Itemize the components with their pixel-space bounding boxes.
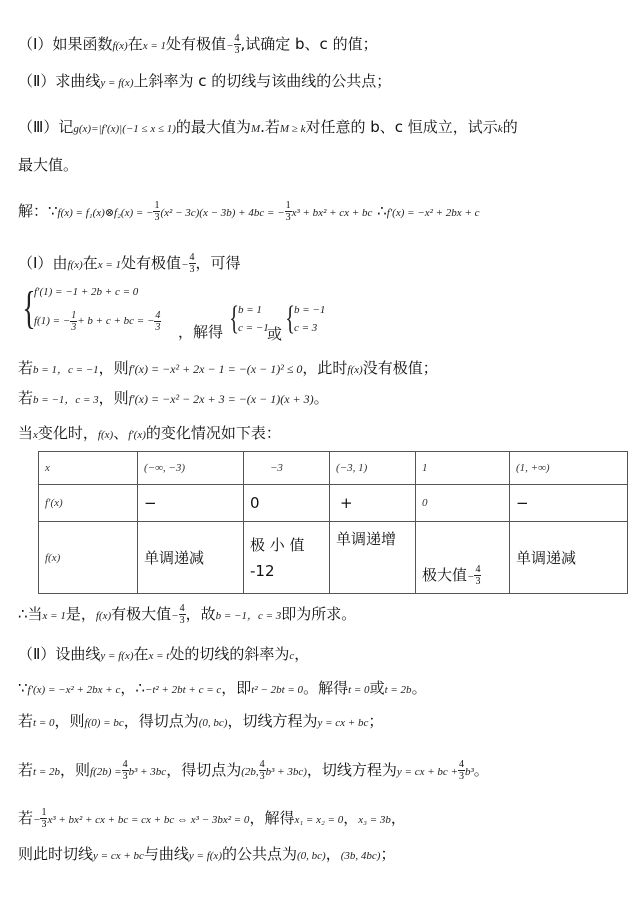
math: y = cx + bc [93,850,144,862]
table-cell: 单调递减 [138,522,244,594]
text: ，切线方程为 [306,761,397,779]
text: ，得切点为 [166,761,242,779]
math: k [497,123,503,135]
part2-line2 [18,676,427,702]
solution-intro [18,199,480,225]
text: ； [368,712,384,730]
math: x³ + bx² + cx + bc = cx + bc ⇔ x³ − 3bx² = 0 [47,814,250,826]
text: .若 [260,118,280,136]
math: y = f(x) [100,650,134,662]
text: ，切线方程为 [227,712,318,730]
text: 是， [65,605,96,623]
text: 与曲线 [143,845,189,863]
math: x = 1 [42,610,66,622]
math: f′(x) = −x² + 2bx + c [386,207,480,219]
denominator: 3 [179,615,185,626]
math: f(x) = f₁(x)⊗f₂(x) = − [57,207,154,219]
math: f(x) [67,259,83,271]
text: ，则 [60,761,91,779]
text: 若 [18,761,34,779]
solution-c: c = 3 [294,322,318,334]
left-brace: { [285,300,296,337]
table-cell: 单调递增 [330,522,416,594]
text: 对任意的 b、c 恒成立，试示 [305,118,498,136]
minus-sign: − [181,259,189,271]
math: f(x) [112,40,128,52]
text: ，此时 [302,359,348,377]
math: f(0) = bc [84,717,124,729]
minus-sign: − [226,40,234,52]
math: y = cx + bc [317,717,369,729]
math: b = −1，c = 3 [215,610,282,622]
text: ， [294,645,310,663]
math: y = f(x) [188,850,222,862]
text: 。 [411,679,427,697]
math: c [289,650,295,662]
text: ， [325,845,341,863]
part2-line3 [18,709,383,735]
numerator: 4 [259,759,265,770]
fraction [474,564,481,587]
text: 求曲线 [55,72,101,90]
text: 由 [52,254,68,272]
math: x³ + bx² + cx + bc [291,207,373,219]
table-cell: f(x) [39,522,138,594]
denominator: 3 [475,576,481,587]
math: (2b, [241,766,259,778]
math: t = 0 [33,717,55,729]
solution-b: b = 1 [238,304,262,316]
table-row [39,522,628,594]
denominator: 3 [189,264,195,275]
numerator: 1 [154,200,160,211]
text: ∴当 [18,605,43,623]
math: t² − 2bt = 0 [251,684,304,696]
text: 若 [18,809,34,827]
math: (0, bc) [198,717,228,729]
table-cell: f′(x) [39,485,138,522]
part1-intro [18,251,241,277]
text: ，则 [54,712,85,730]
text: 设曲线 [55,645,101,663]
text: 上斜率为 c 的切线与该曲线的公共点； [133,72,392,90]
text: ，故 [185,605,216,623]
text: 在 [133,645,149,663]
numerator: 4 [122,759,128,770]
text: ,试确定 b、c 的值； [240,35,378,53]
case-2 [18,386,329,412]
table-cell: 0 [416,485,510,522]
question-part-1 [18,32,378,58]
table-cell [416,522,510,594]
math: + b + c + bc = − [77,315,155,328]
math: x₃ = 3b [358,814,391,826]
text: ，∴ [120,679,145,697]
numerator: 1 [41,807,47,818]
math: f(2b) = [90,766,122,778]
text: 的变化情况如下表： [145,424,281,442]
table-cell: − [138,485,244,522]
denominator: 3 [154,212,160,223]
text: ，解得 [178,323,224,341]
math: f′(x) [128,429,146,441]
text: 当 [18,424,34,442]
text: 、 [113,424,129,442]
table-cell: (1, +∞) [510,452,628,485]
math: x = 1 [97,259,122,271]
part-label: （Ⅰ） [18,35,53,53]
part1-conclusion [18,602,356,628]
table-cell: −3 [244,452,330,485]
math: f(x) [97,429,114,441]
min-label: 极 小 值 [250,535,305,554]
text: 处有极值 [121,254,182,272]
text: 如果函数 [52,35,113,53]
text: ， [390,809,406,827]
text: ， [343,809,359,827]
part-label: （Ⅲ） [18,118,59,136]
denominator: 3 [155,322,161,333]
text: ，解得 [249,809,295,827]
math: −t² + 2bt + c = c [144,684,222,696]
fraction [458,759,465,782]
denominator: 3 [234,45,240,56]
math: f(x) [95,610,112,622]
table-cell: 0 [244,485,330,522]
fraction [189,252,196,275]
math: f(1) = − [34,315,71,328]
math: f′(x) = −x² + 2bx + c [27,684,121,696]
solution-b: b = −1 [294,304,326,316]
left-brace: { [22,282,36,333]
math: (x² − 3c)(x − 3b) + 4bc = − [160,207,285,219]
denominator: 3 [259,771,265,782]
text: 记 [58,118,74,136]
fraction [179,603,186,626]
part2-line5 [18,806,406,832]
text: 。 [473,761,489,779]
case-1 [18,356,438,382]
text: ，即 [221,679,252,697]
table-cell: (−3, 1) [330,452,416,485]
text: ∴ [377,202,387,220]
fraction [154,310,161,333]
solve-label [178,320,223,344]
min-value: -12 [250,561,275,580]
text: 。 [313,389,329,407]
numerator: 4 [179,603,185,614]
text: 的 [502,118,518,136]
question-part-3 [18,115,518,141]
part-label: （Ⅱ） [18,72,56,90]
left-brace: { [229,300,240,337]
question-part-2 [18,69,391,95]
text: 有极大值 [111,605,172,623]
text: 则此时切线 [18,845,94,863]
math: f′(x) = −x² − 2x + 3 = −(x − 1)(x + 3) [128,392,314,406]
text: 若 [18,359,34,377]
minus-sign: − [171,610,179,622]
text: 或 [369,679,385,697]
part2-line4 [18,758,489,784]
math: g(x)=|f′(x)|(−1 ≤ x ≤ 1) [73,123,176,135]
question-part-3-cont [18,153,78,177]
part2-intro [18,642,309,668]
text: 最大值。 [18,156,79,174]
part-label: （Ⅰ） [18,254,53,272]
text: 变化时， [37,424,98,442]
text: ∵ [18,679,28,697]
equation-1: f′(1) = −1 + 2b + c = 0 [34,286,139,298]
text: 在 [127,35,143,53]
denominator: 3 [458,771,464,782]
math: f′(x) = −x² + 2x − 1 = −(x − 1)² ≤ 0 [128,362,303,376]
table-intro [18,421,281,447]
fraction [122,759,129,782]
text: 的公共点为 [221,845,297,863]
math: t = 0 [348,684,370,696]
variation-table [38,451,628,594]
text: 即为所求。 [281,605,357,623]
text: ，得切点为 [123,712,199,730]
text: 若 [18,389,34,407]
max-label: 极大值 [422,566,468,584]
numerator: 4 [155,310,161,321]
numerator: 4 [234,33,240,44]
text: ，可得 [195,254,241,272]
text: 若 [18,712,34,730]
numerator: 4 [458,759,464,770]
denominator: 3 [285,212,291,223]
denominator: 3 [41,819,47,830]
numerator: 1 [71,310,77,321]
table-row [39,452,628,485]
text: 处有极值 [166,35,227,53]
math: b³ [464,766,474,778]
table-cell [244,522,330,594]
minus-sign: − [467,571,475,583]
math: t = 2b [33,766,60,778]
denominator: 3 [122,771,128,782]
math: x₁ = x₂ = 0 [294,814,344,826]
text: 或 [267,325,283,343]
table-cell: x [39,452,138,485]
text: 。解得 [303,679,349,697]
math: y = cx + bc + [396,766,458,778]
text: ，则 [98,389,129,407]
math: − [33,814,41,826]
fraction [234,33,241,56]
fraction [259,759,266,782]
math: b³ + 3bc) [265,766,307,778]
text: 解：∵ [18,202,58,220]
table-cell: (−∞, −3) [138,452,244,485]
math: x [33,429,38,441]
math: f(x) [347,364,363,376]
text: 的最大值为 [175,118,251,136]
math: y = f(x) [100,77,134,89]
part-label: （Ⅱ） [18,645,56,663]
math: b = −1，c = 3 [33,394,99,406]
table-cell: 1 [416,452,510,485]
math: b = 1，c = −1 [33,364,99,376]
numerator: 4 [475,564,481,575]
math: M [250,123,261,135]
math: x = t [148,650,170,662]
text: 在 [82,254,98,272]
math: t = 2b [384,684,412,696]
part2-line6 [18,842,395,868]
solution-c: c = −1 [238,322,269,334]
table-cell: − [510,485,628,522]
equation-2 [34,310,161,333]
math: b³ + 3bc [128,766,167,778]
or-label [267,322,282,346]
text: ，则 [98,359,129,377]
fraction [285,200,292,223]
table-cell: 单调递减 [510,522,628,594]
math: (0, bc) [297,850,326,862]
table-row [39,485,628,522]
text: 处的切线的斜率为 [169,645,290,663]
text: ； [380,845,396,863]
table-cell: + [330,485,416,522]
denominator: 3 [71,322,77,333]
numerator: 1 [285,200,291,211]
numerator: 4 [189,252,195,263]
math: M ≥ k [279,123,306,135]
text: 没有极值； [362,359,438,377]
math: (3b, 4bc) [340,850,381,862]
math: x = 1 [142,40,167,52]
